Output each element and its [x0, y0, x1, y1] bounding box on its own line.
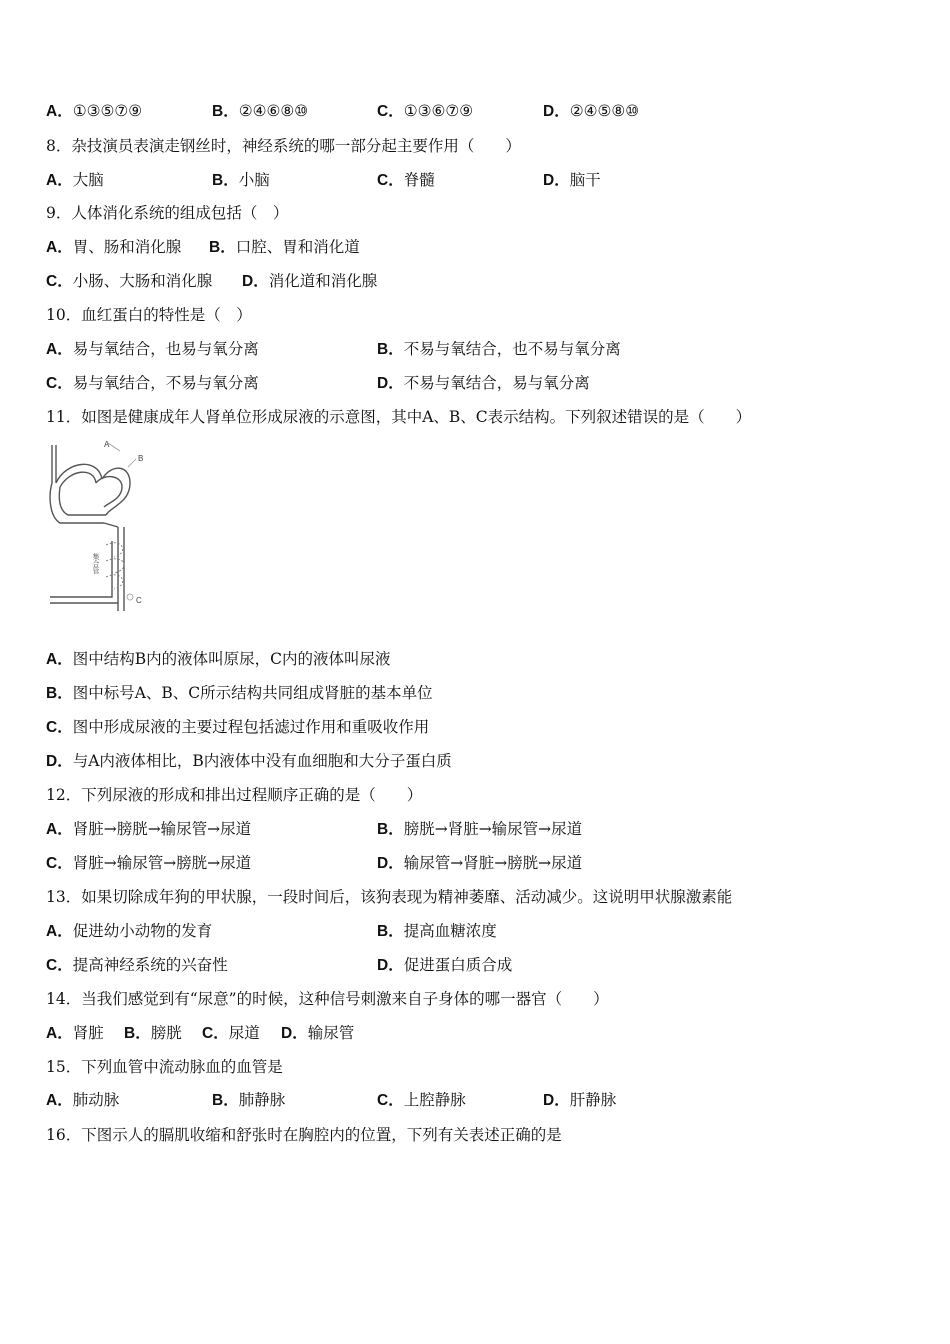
q13-option-c: C．提高神经系统的兴奋性 — [46, 956, 228, 974]
q7-option-b: B．②④⑥⑧⑩ — [212, 102, 309, 120]
label-collecting-duct: 集合管 — [92, 553, 100, 574]
q10-option-d: D．不易与氧结合，易与氧分离 — [377, 374, 590, 392]
q10-option-b: B．不易与氧结合，也不易与氧分离 — [377, 340, 621, 358]
q8-option-b: B．小脑 — [212, 171, 270, 189]
q10-option-c: C．易与氧结合，不易与氧分离 — [46, 374, 259, 392]
q9-option-a: A．胃、肠和消化腺 — [46, 238, 182, 256]
q8-option-d: D．脑干 — [543, 171, 601, 189]
q13-option-d: D．促进蛋白质合成 — [377, 956, 513, 974]
q12-option-d: D．输尿管→肾脏→膀胱→尿道 — [377, 854, 583, 872]
q11-option-b: B．图中标号A、B、C所示结构共同组成肾脏的基本单位 — [46, 684, 433, 702]
q8-stem: 8．杂技演员表演走钢丝时，神经系统的哪一部分起主要作用（ ） — [46, 137, 521, 155]
q16-stem: 16．下图示人的膈肌收缩和舒张时在胸腔内的位置，下列有关表述正确的是 — [46, 1126, 562, 1144]
q11-option-d: D．与A内液体相比，B内液体中没有血细胞和大分子蛋白质 — [46, 752, 452, 770]
q11-option-a: A．图中结构B内的液体叫原尿，C内的液体叫尿液 — [46, 650, 391, 668]
q7-option-a: A．①③⑤⑦⑨ — [46, 102, 143, 120]
q10-option-a: A．易与氧结合，也易与氧分离 — [46, 340, 259, 358]
q8-option-a: A．大脑 — [46, 171, 104, 189]
label-c: C — [136, 596, 142, 605]
q7-option-c: C．①③⑥⑦⑨ — [377, 102, 474, 120]
q13-stem: 13．如果切除成年狗的甲状腺，一段时间后，该狗表现为精神萎靡、活动减少。这说明甲状腺激素能 — [46, 888, 733, 906]
nephron-diagram — [46, 437, 156, 622]
q15-option-c: C．上腔静脉 — [377, 1091, 466, 1109]
q11-option-c: C．图中形成尿液的主要过程包括滤过作用和重吸收作用 — [46, 718, 430, 736]
q14-option-a: A．肾脏 — [46, 1024, 104, 1042]
q14-option-b: B．膀胱 — [124, 1024, 182, 1042]
q13-option-a: A．促进幼小动物的发育 — [46, 922, 213, 940]
q15-option-d: D．肝静脉 — [543, 1091, 617, 1109]
q12-option-b: B．膀胱→肾脏→输尿管→尿道 — [377, 820, 583, 838]
q12-option-a: A．肾脏→膀胱→输尿管→尿道 — [46, 820, 252, 838]
q11-stem: 11．如图是健康成年人肾单位形成尿液的示意图，其中A、B、C表示结构。下列叙述错误的是（ ） — [46, 408, 752, 426]
q9-option-d: D．消化道和消化腺 — [242, 272, 378, 290]
q12-stem: 12．下列尿液的形成和排出过程顺序正确的是（ ） — [46, 786, 423, 804]
q9-stem: 9．人体消化系统的组成包括（ ） — [46, 204, 289, 222]
q14-stem: 14．当我们感觉到有“尿意”的时候，这种信号刺激来自子身体的哪一器官（ ） — [46, 990, 609, 1008]
q9-option-c: C．小肠、大肠和消化腺 — [46, 272, 213, 290]
q7-option-d: D．②④⑤⑧⑩ — [543, 102, 640, 120]
label-b: B — [138, 454, 144, 463]
q8-option-c: C．脊髓 — [377, 171, 435, 189]
label-a: A — [104, 440, 110, 449]
q12-option-c: C．肾脏→输尿管→膀胱→尿道 — [46, 854, 252, 872]
q15-stem: 15．下列血管中流动脉血的血管是 — [46, 1058, 283, 1076]
q10-stem: 10．血红蛋白的特性是（ ） — [46, 306, 252, 324]
q13-option-b: B．提高血糖浓度 — [377, 922, 497, 940]
q15-option-a: A．肺动脉 — [46, 1091, 120, 1109]
q15-option-b: B．肺静脉 — [212, 1091, 286, 1109]
q14-option-c: C．尿道 — [202, 1024, 260, 1042]
q9-option-b: B．口腔、胃和消化道 — [209, 238, 360, 256]
q14-option-d: D．输尿管 — [281, 1024, 355, 1042]
